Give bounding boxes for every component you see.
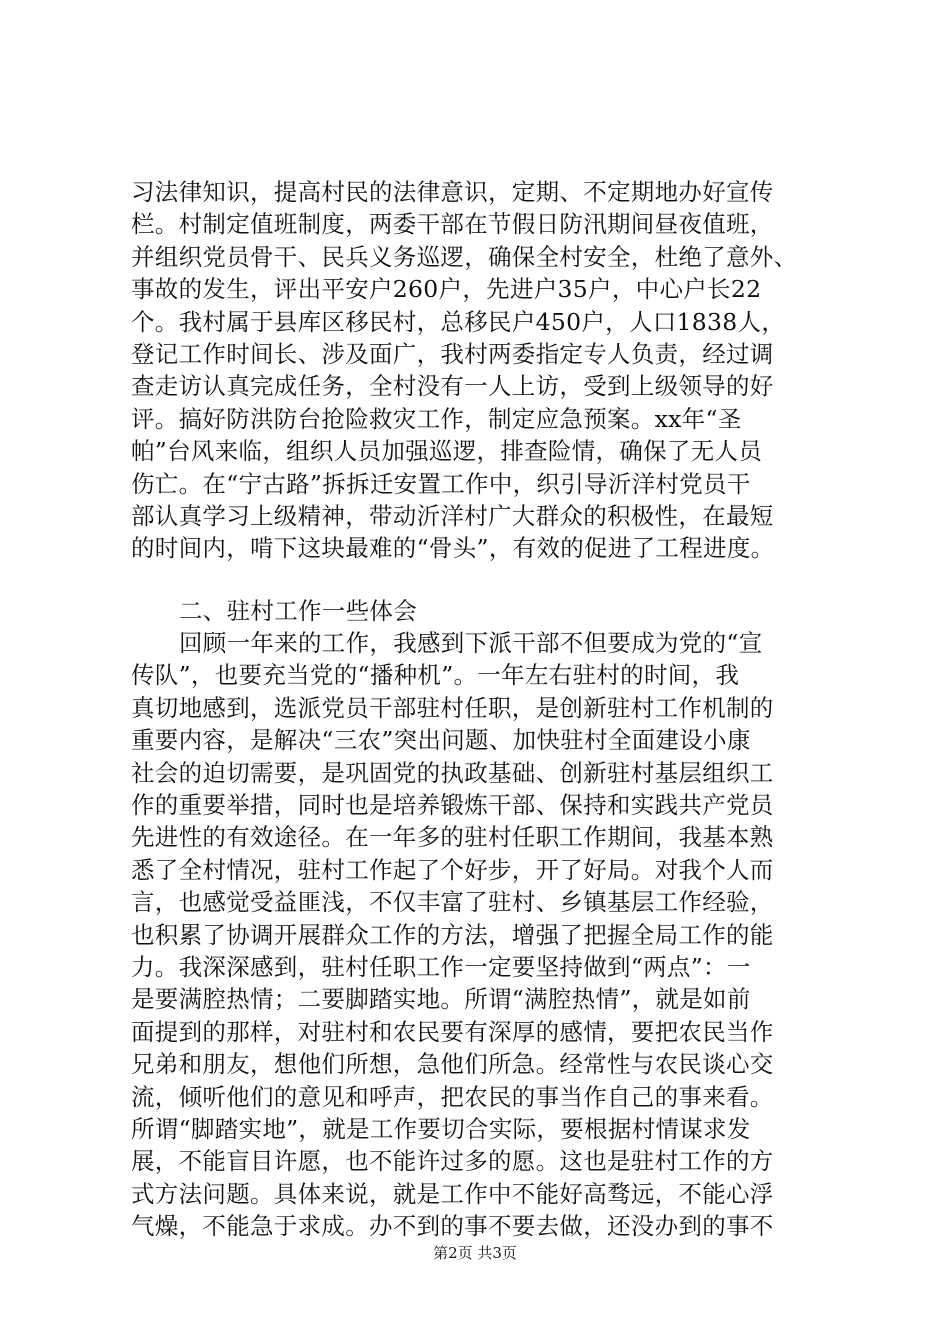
paragraph-1 [131, 176, 831, 565]
text-line: 力。我深深感到，驻村任职工作一定要坚持做到“两点”：一 [131, 952, 751, 981]
text-line: 栏。村制定值班制度，两委干部在节假日防汛期间昼夜值班， [131, 210, 774, 239]
text-line: 传队”，也要充当党的“播种机”。一年左右驻村的时间，我 [131, 661, 740, 690]
text-line: 伤亡。在“宁古路”拆拆迁安置工作中，织引导沂洋村党员干 [131, 469, 751, 498]
text-line: 并组织党员骨干、民兵义务巡逻，确保全村安全，杜绝了意外、 [131, 242, 798, 271]
text-line: 回顾一年来的工作，我感到下派干部不但要成为党的“宣 [179, 629, 763, 658]
text-line: 习法律知识，提高村民的法律意识，定期、不定期地办好宣传 [131, 178, 774, 206]
text-line: 评。搞好防洪防台抢险救灾工作，制定应急预案。xx年“圣 [131, 404, 742, 433]
document-body [131, 176, 831, 1243]
text-line: 事故的发生，评出平安户260户，先进户35户，中心户长22 [131, 275, 762, 304]
page-number-footer: 第2页 共3页 [433, 1244, 517, 1262]
text-line: 先进性的有效途径。在一年多的驻村任职工作期间，我基本熟 [131, 823, 774, 852]
text-line: 流，倾听他们的意见和呼声，把农民的事当作自己的事来看。 [131, 1082, 774, 1111]
text-line: 社会的迫切需要，是巩固党的执政基础、创新驻村基层组织工 [131, 758, 774, 787]
text-line: 重要内容，是解决“三农”突出问题、加快驻村全面建设小康 [131, 726, 751, 755]
text-line: 登记工作时间长、涉及面广，我村两委指定专人负责，经过调 [131, 339, 774, 368]
text-line: 兄弟和朋友，想他们所想，急他们所急。经常性与农民谈心交 [131, 1050, 774, 1079]
text-line: 式方法问题。具体来说，就是工作中不能好高骛远，不能心浮 [131, 1179, 774, 1208]
text-line: 是要满腔热情；二要脚踏实地。所谓“满腔热情”，就是如前 [131, 985, 751, 1014]
text-line: 气燥，不能急于求成。办不到的事不要去做，还没办到的事不 [131, 1212, 774, 1241]
text-line: 帕”台风来临，组织人员加强巡逻，排查险情，确保了无人员 [131, 437, 763, 466]
text-line: 所谓“脚踏实地”，就是工作要切合实际，要根据村情谋求发 [131, 1114, 751, 1143]
text-line: 部认真学习上级精神，带动沂洋村广大群众的积极性，在最短 [131, 501, 774, 530]
section-heading: 二、驻村工作一些体会 [179, 596, 417, 625]
paragraph-2 [131, 627, 831, 1242]
text-line: 展，不能盲目许愿，也不能许过多的愿。这也是驻村工作的方 [131, 1147, 774, 1176]
text-line: 查走访认真完成任务，全村没有一人上访，受到上级领导的好 [131, 372, 774, 401]
text-line: 面提到的那样，对驻村和农民要有深厚的感情，要把农民当作 [131, 1017, 774, 1046]
text-line: 也积累了协调开展群众工作的方法，增强了把握全局工作的能 [131, 920, 774, 949]
text-line: 作的重要举措，同时也是培养锻炼干部、保持和实践共产党员 [131, 791, 774, 820]
paragraph-gap [131, 565, 831, 595]
text-line: 的时间内，啃下这块最难的“骨头”，有效的促进了工程进度。 [131, 534, 775, 563]
text-line: 真切地感到，选派党员干部驻村任职，是创新驻村工作机制的 [131, 693, 774, 722]
text-line: 言，也感觉受益匪浅，不仅丰富了驻村、乡镇基层工作经验， [131, 888, 774, 917]
text-line: 悉了全村情况，驻村工作起了个好步，开了好局。对我个人而 [131, 855, 774, 884]
text-line: 个。我村属于县库区移民村，总移民户450户，人口1838人， [131, 307, 786, 336]
